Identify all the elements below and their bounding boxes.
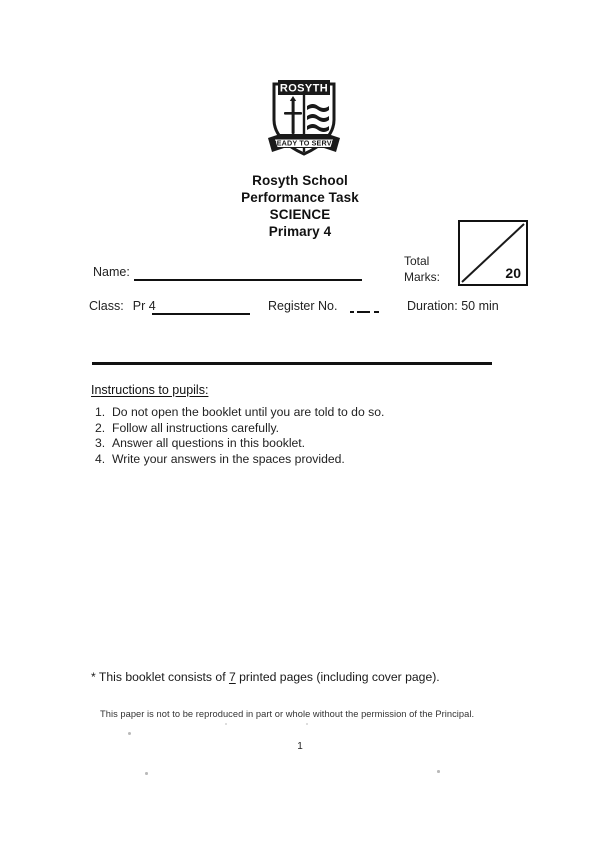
class-label: Class: [89,299,124,313]
page-number: 1 [297,741,303,752]
instructions-list [95,405,475,467]
total-marks-label-line1: Total [404,254,430,268]
scan-speckle [128,732,131,735]
school-crest-icon [266,76,342,160]
list-item [95,405,475,421]
total-marks-box [458,220,528,286]
svg-text:READY TO SERVE: READY TO SERVE [271,138,337,148]
list-item [95,452,475,468]
register-no-input-line[interactable] [350,311,378,313]
scan-speckle [145,772,148,775]
assessment-type: Performance Task [241,190,359,205]
svg-text:ROSYTH: ROSYTH [279,82,329,95]
list-item-number: 4. [95,451,106,466]
booklet-page-count-note [91,670,440,684]
name-label: Name: [93,265,130,279]
list-item-label: Follow all instructions carefully. [112,420,280,435]
list-item-label: Write your answers in the spaces provided. [112,451,345,466]
list-item-label: Answer all questions in this booklet. [112,436,306,450]
duration-text: Duration: 50 min [407,299,499,313]
list-item [95,421,475,437]
school-name: Rosyth School [252,173,348,188]
total-marks-value: 20 [505,265,521,281]
scan-speckle [225,723,227,725]
total-marks-label-line2: Marks: [404,270,440,284]
list-item-number: 2. [95,420,106,435]
class-field [89,299,156,313]
register-no-label: Register No. [268,299,338,313]
level: Primary 4 [268,224,332,239]
total-marks-label [404,253,440,285]
copyright-notice: This paper is not to be reproduced in part or whole without the permission of the Principal. [100,709,475,719]
name-input-line[interactable] [134,279,362,281]
class-value: Pr 4 [132,299,156,313]
list-item [95,436,475,452]
booklet-note-suffix: printed pages (including cover page). [235,670,440,684]
booklet-page-count: 7 [228,670,236,684]
horizontal-divider [92,362,492,365]
list-item-label: Do not open the booklet until you are told to do so. [112,405,385,419]
subject: SCIENCE [269,207,331,222]
scan-speckle [437,770,440,773]
list-item-number: 3. [95,436,106,450]
class-input-line[interactable] [152,313,250,315]
instructions-heading: Instructions to pupils: [91,383,209,397]
booklet-note-prefix: * This booklet consists of [91,670,229,684]
list-item-number: 1. [95,405,106,419]
scan-speckle [306,723,308,725]
